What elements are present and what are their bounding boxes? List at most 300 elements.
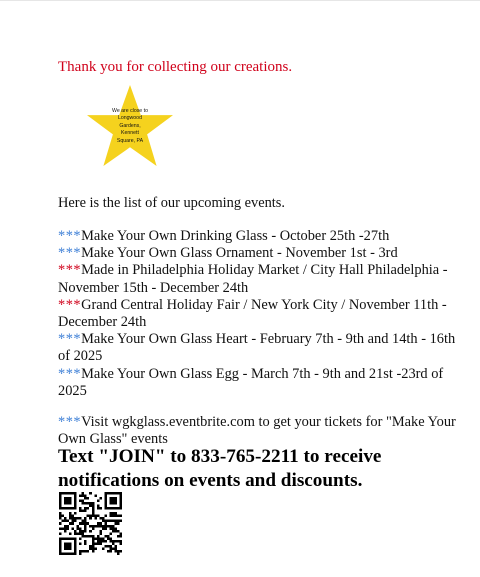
top-divider (0, 0, 480, 1)
qr-module (109, 520, 112, 523)
qr-module (62, 527, 65, 530)
qr-module (119, 497, 122, 500)
qr-module (112, 507, 115, 510)
qr-module (114, 507, 117, 510)
qr-module (67, 547, 70, 550)
qr-module (59, 515, 62, 518)
qr-module (119, 502, 122, 505)
qr-module (59, 522, 62, 525)
qr-module (99, 532, 102, 535)
qr-module (112, 500, 115, 503)
qr-code-graphic (59, 492, 122, 555)
qr-module (119, 532, 122, 535)
qr-module (59, 502, 62, 505)
qr-module (59, 545, 62, 548)
qr-module (112, 502, 115, 505)
qr-module (99, 517, 102, 520)
qr-module (107, 507, 110, 510)
qr-module (94, 537, 97, 540)
event-item (58, 245, 458, 262)
qr-module (84, 535, 87, 538)
qr-module (119, 500, 122, 503)
qr-module (97, 507, 100, 510)
qr-module (79, 517, 82, 520)
qr-code-icon[interactable] (59, 492, 122, 555)
qr-module (82, 500, 85, 503)
qr-module (109, 532, 112, 535)
qr-module (67, 500, 70, 503)
join-sms-callout: Text "JOIN" to 833-765-2211 to receive notifications on events and discounts. (58, 446, 382, 491)
qr-module (112, 542, 115, 545)
event-text: Make Your Own Glass Egg - March 7th - 9th and 21st -23rd of 2025 (58, 365, 444, 399)
star-line: We are close to (112, 108, 148, 114)
qr-module (104, 515, 107, 518)
qr-module (74, 495, 77, 498)
qr-module (79, 537, 82, 540)
qr-module (87, 522, 90, 525)
qr-module (107, 545, 110, 548)
qr-module (72, 522, 75, 525)
qr-module (92, 512, 95, 515)
qr-module (69, 492, 72, 495)
qr-module (109, 547, 112, 550)
qr-module (74, 500, 77, 503)
qr-module (59, 497, 62, 500)
qr-module (84, 510, 87, 513)
qr-module (84, 527, 87, 530)
qr-module (89, 535, 92, 538)
qr-module (117, 522, 120, 525)
qr-module (109, 545, 112, 548)
qr-module (82, 495, 85, 498)
qr-module (62, 520, 65, 523)
qr-module (64, 552, 67, 555)
qr-module (69, 537, 72, 540)
qr-module (79, 530, 82, 533)
star-line: Longwood (118, 115, 142, 122)
qr-module (89, 530, 92, 533)
qr-module (102, 540, 105, 543)
qr-module (99, 522, 102, 525)
qr-module (107, 537, 110, 540)
qr-module (99, 497, 102, 500)
qr-module (64, 502, 67, 505)
qr-module (82, 492, 85, 495)
qr-module (59, 505, 62, 508)
event-text: Make Your Own Glass Heart - February 7th - 9th and 14th - 16th of 2025 (58, 331, 456, 365)
qr-module (69, 545, 72, 548)
qr-module (112, 547, 115, 550)
eventbrite-note (58, 414, 458, 448)
qr-module (82, 550, 85, 553)
qr-module (92, 545, 95, 548)
qr-module (119, 515, 122, 518)
qr-module (64, 537, 67, 540)
qr-module (94, 547, 97, 550)
qr-module (104, 540, 107, 543)
qr-module (102, 525, 105, 528)
qr-module (112, 527, 115, 530)
qr-module (107, 550, 110, 553)
thank-you-message: Thank you for collecting our creations. (58, 59, 293, 75)
qr-module (64, 547, 67, 550)
qr-module (102, 547, 105, 550)
qr-module (77, 532, 80, 535)
qr-module (69, 532, 72, 535)
qr-module (89, 517, 92, 520)
event-text: Make Your Own Drinking Glass - October 25th -27th (81, 228, 390, 244)
qr-module (112, 512, 115, 515)
events-intro: Here is the list of our upcoming events. (58, 195, 286, 211)
qr-module (69, 502, 72, 505)
qr-module (114, 492, 117, 495)
qr-module (119, 505, 122, 508)
qr-module (102, 517, 105, 520)
qr-module (104, 497, 107, 500)
qr-module (109, 550, 112, 553)
qr-module (69, 507, 72, 510)
qr-module (62, 515, 65, 518)
qr-module (87, 507, 90, 510)
qr-module (109, 492, 112, 495)
qr-module (87, 550, 90, 553)
qr-module (84, 550, 87, 553)
qr-module (59, 492, 62, 495)
qr-module (74, 505, 77, 508)
qr-module (119, 535, 122, 538)
qr-module (59, 512, 62, 515)
qr-module (109, 525, 112, 528)
qr-module (79, 532, 82, 535)
qr-module (72, 527, 75, 530)
qr-module (79, 527, 82, 530)
qr-module (59, 495, 62, 498)
qr-module (79, 542, 82, 545)
qr-module (74, 530, 77, 533)
qr-module (104, 502, 107, 505)
qr-module (104, 525, 107, 528)
qr-module (84, 517, 87, 520)
qr-module (79, 495, 82, 498)
qr-module (104, 505, 107, 508)
qr-module (104, 522, 107, 525)
qr-module (72, 507, 75, 510)
qr-module (64, 545, 67, 548)
qr-module (89, 525, 92, 528)
qr-module (92, 505, 95, 508)
qr-module (64, 517, 67, 520)
qr-module (109, 540, 112, 543)
qr-module (64, 527, 67, 530)
qr-module (87, 502, 90, 505)
event-item (58, 297, 458, 331)
qr-module (117, 530, 120, 533)
qr-module (114, 527, 117, 530)
qr-module (82, 510, 85, 513)
qr-module (104, 500, 107, 503)
qr-module (69, 547, 72, 550)
qr-module (84, 495, 87, 498)
qr-module (67, 552, 70, 555)
qr-module (117, 515, 120, 518)
qr-module (59, 537, 62, 540)
qr-module (97, 540, 100, 543)
qr-module (79, 510, 82, 513)
qr-module (112, 492, 115, 495)
qr-module (69, 542, 72, 545)
qr-module (92, 502, 95, 505)
qr-module (84, 522, 87, 525)
qr-module (69, 517, 72, 520)
qr-module (104, 527, 107, 530)
qr-module (72, 492, 75, 495)
qr-module (99, 540, 102, 543)
qr-module (62, 537, 65, 540)
qr-module (67, 525, 70, 528)
event-item (58, 228, 458, 245)
qr-module (82, 535, 85, 538)
qr-module (64, 492, 67, 495)
qr-module (99, 542, 102, 545)
qr-module (74, 547, 77, 550)
qr-module (114, 522, 117, 525)
qr-module (107, 520, 110, 523)
location-star-badge (84, 84, 176, 170)
qr-module (119, 520, 122, 523)
event-text: Make Your Own Glass Ornament - November 1st - 3rd (81, 245, 398, 262)
qr-module (59, 550, 62, 553)
event-marker: *** (58, 331, 82, 348)
qr-module (114, 500, 117, 503)
qr-module (72, 520, 75, 523)
qr-module (104, 535, 107, 538)
qr-module (104, 495, 107, 498)
qr-module (64, 542, 67, 545)
qr-module (109, 500, 112, 503)
qr-module (112, 525, 115, 528)
event-marker: *** (58, 245, 82, 262)
qr-module (92, 547, 95, 550)
qr-module (69, 497, 72, 500)
event-text: Made in Philadelphia Holiday Market / City Hall Philadelphia - November 15th - December 24th (58, 262, 448, 296)
qr-module (64, 497, 67, 500)
qr-module (64, 520, 67, 523)
qr-module (119, 542, 122, 545)
qr-module (109, 515, 112, 518)
qr-module (114, 502, 117, 505)
qr-module (104, 520, 107, 523)
qr-module (107, 525, 110, 528)
qr-module (92, 550, 95, 553)
qr-module (74, 520, 77, 523)
qr-module (69, 515, 72, 518)
qr-module (62, 492, 65, 495)
qr-module (89, 492, 92, 495)
qr-module (67, 537, 70, 540)
qr-module (92, 535, 95, 538)
qr-module (67, 542, 70, 545)
visit-marker: *** (58, 414, 82, 430)
event-marker: *** (58, 296, 82, 313)
qr-module (109, 497, 112, 500)
event-item (58, 366, 458, 400)
qr-module (89, 545, 92, 548)
qr-module (92, 540, 95, 543)
qr-module (84, 497, 87, 500)
qr-module (62, 552, 65, 555)
qr-module (89, 547, 92, 550)
qr-module (59, 542, 62, 545)
qr-module (92, 510, 95, 513)
qr-module (89, 515, 92, 518)
qr-module (99, 525, 102, 528)
visit-text: Visit wgkglass.eventbrite.com to get your tickets for "Make Your Own Glass" events (58, 414, 456, 448)
qr-module (59, 500, 62, 503)
qr-module (79, 550, 82, 553)
qr-module (94, 525, 97, 528)
qr-module (94, 515, 97, 518)
event-marker: *** (58, 365, 82, 382)
qr-module (97, 525, 100, 528)
qr-module (74, 492, 77, 495)
qr-module (112, 520, 115, 523)
qr-module (114, 520, 117, 523)
qr-module (69, 512, 72, 515)
qr-module (97, 515, 100, 518)
qr-module (97, 535, 100, 538)
qr-module (97, 537, 100, 540)
qr-module (114, 545, 117, 548)
qr-module (84, 507, 87, 510)
qr-module (84, 520, 87, 523)
qr-module (82, 532, 85, 535)
qr-module (74, 545, 77, 548)
events-list (58, 228, 458, 400)
qr-module (69, 552, 72, 555)
qr-module (77, 517, 80, 520)
qr-module (84, 542, 87, 545)
qr-module (119, 540, 122, 543)
qr-module (97, 500, 100, 503)
qr-module (59, 527, 62, 530)
qr-module (59, 507, 62, 510)
qr-module (109, 527, 112, 530)
qr-module (62, 507, 65, 510)
event-item (58, 262, 458, 296)
qr-module (109, 537, 112, 540)
event-text: Grand Central Holiday Fair / New York City / November 11th - December 24th (58, 296, 447, 331)
qr-module (72, 537, 75, 540)
qr-module (67, 497, 70, 500)
qr-module (104, 507, 107, 510)
qr-module (114, 512, 117, 515)
qr-module (82, 502, 85, 505)
qr-module (69, 522, 72, 525)
qr-module (92, 515, 95, 518)
qr-module (112, 540, 115, 543)
qr-module (114, 515, 117, 518)
qr-module (84, 525, 87, 528)
qr-module (77, 525, 80, 528)
qr-module (59, 552, 62, 555)
qr-module (59, 540, 62, 543)
star-line: Kennett (121, 130, 139, 137)
qr-module (112, 530, 115, 533)
qr-module (89, 502, 92, 505)
qr-module (87, 515, 90, 518)
qr-module (59, 517, 62, 520)
qr-module (117, 492, 120, 495)
qr-module (97, 522, 100, 525)
qr-module (92, 507, 95, 510)
qr-module (64, 525, 67, 528)
star-location-text (84, 108, 176, 145)
qr-module (84, 530, 87, 533)
qr-module (74, 502, 77, 505)
qr-module (74, 517, 77, 520)
qr-module (79, 500, 82, 503)
qr-module (89, 505, 92, 508)
qr-module (69, 500, 72, 503)
qr-module (77, 527, 80, 530)
qr-module (74, 550, 77, 553)
qr-module (114, 540, 117, 543)
event-marker: *** (58, 262, 82, 279)
qr-module (67, 507, 70, 510)
qr-module (107, 492, 110, 495)
qr-module (92, 527, 95, 530)
qr-module (94, 517, 97, 520)
qr-module (102, 537, 105, 540)
qr-module (114, 547, 117, 550)
qr-module (84, 502, 87, 505)
qr-module (74, 507, 77, 510)
qr-module (94, 495, 97, 498)
qr-module (114, 550, 117, 553)
qr-module (99, 530, 102, 533)
qr-module (102, 527, 105, 530)
qr-module (97, 542, 100, 545)
event-item (58, 331, 458, 365)
qr-module (99, 507, 102, 510)
qr-module (117, 552, 120, 555)
qr-module (92, 542, 95, 545)
qr-module (97, 505, 100, 508)
qr-module (72, 515, 75, 518)
qr-module (74, 552, 77, 555)
qr-module (59, 547, 62, 550)
qr-module (107, 535, 110, 538)
qr-module (74, 540, 77, 543)
qr-module (109, 512, 112, 515)
star-line: Square, PA (116, 137, 144, 144)
qr-module (74, 542, 77, 545)
qr-module (82, 522, 85, 525)
qr-module (117, 507, 120, 510)
qr-module (67, 502, 70, 505)
qr-module (119, 507, 122, 510)
qr-module (84, 540, 87, 543)
qr-module (64, 500, 67, 503)
event-marker: *** (58, 228, 82, 244)
qr-module (92, 537, 95, 540)
qr-module (117, 550, 120, 553)
qr-module (94, 542, 97, 545)
qr-module (82, 530, 85, 533)
qr-module (67, 545, 70, 548)
qr-module (114, 530, 117, 533)
qr-module (87, 497, 90, 500)
